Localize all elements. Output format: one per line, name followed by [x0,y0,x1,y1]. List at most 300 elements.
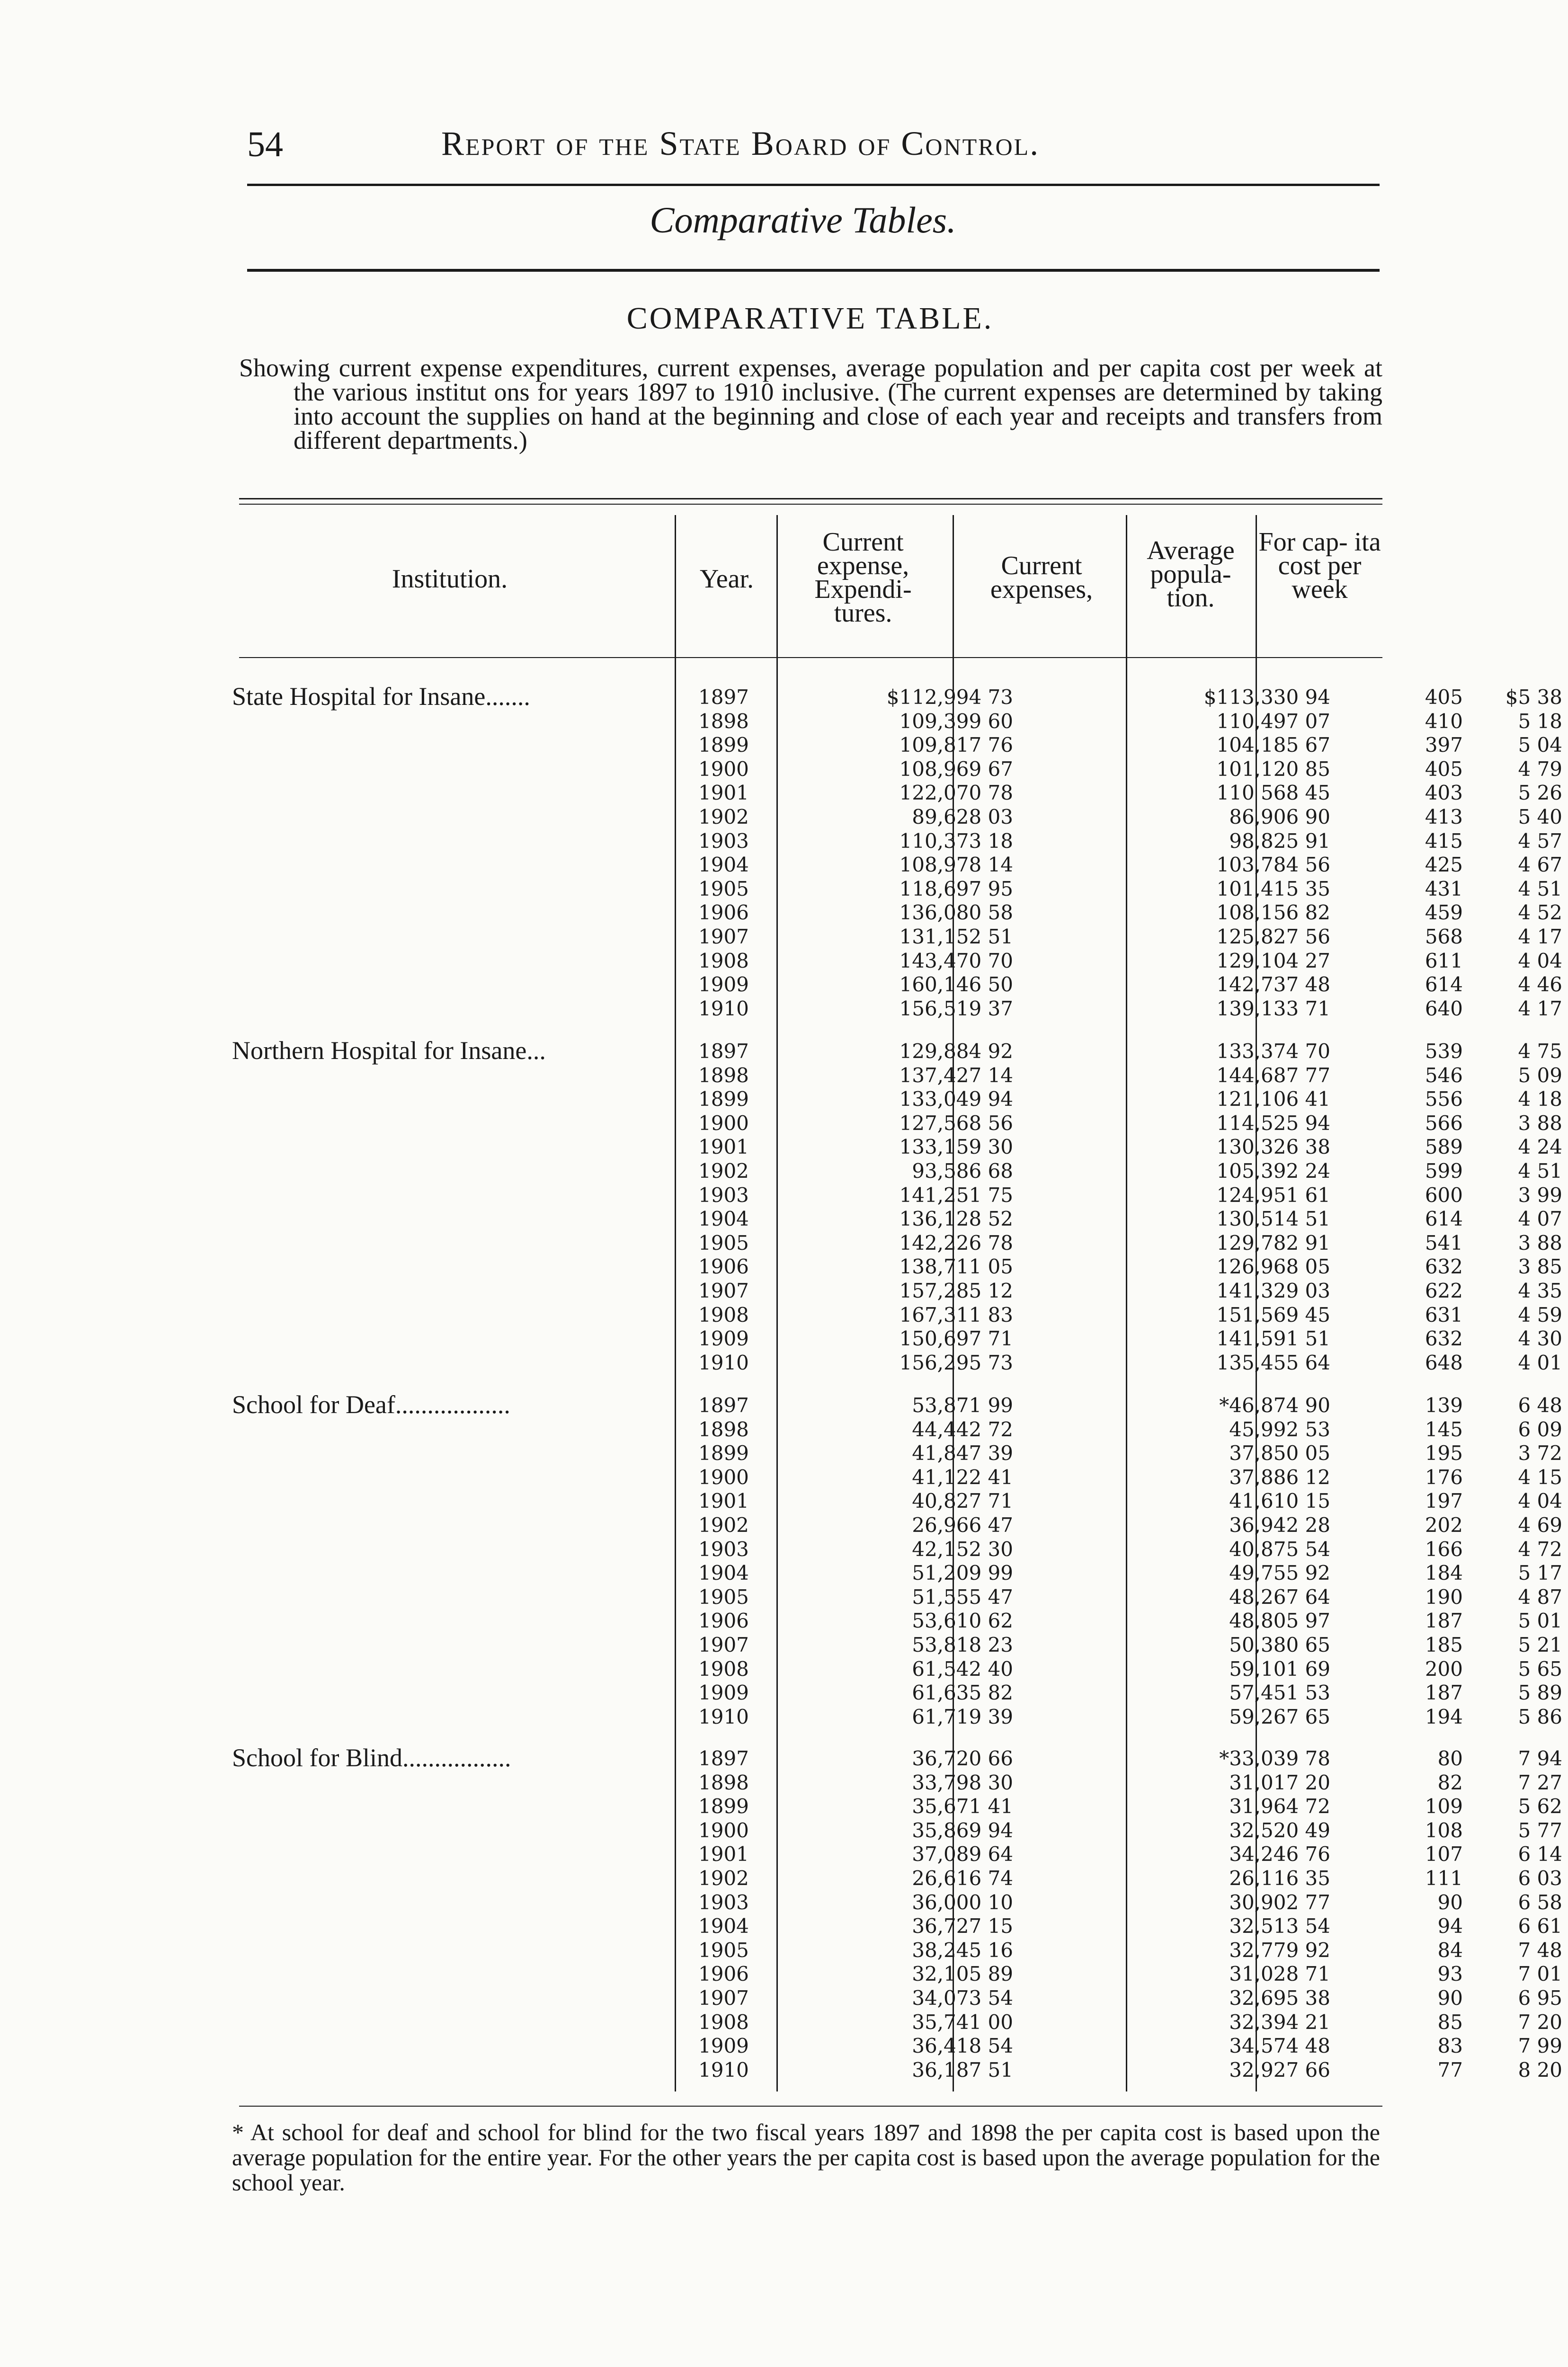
cell-pc: 3 88 [1518,1111,1562,1135]
cell-pop: 622 [1425,1279,1463,1302]
cell-year: 1903 [698,1183,749,1207]
cell-cur: *33,039 78 [1219,1747,1330,1770]
cell-pc: 4 79 [1518,757,1562,781]
header-current-expenses: Current expenses, [990,551,1093,604]
institution-name: Northern Hospital for Insane... [232,1036,546,1065]
table-row [232,1489,1562,1513]
cell-pop: 546 [1425,1063,1463,1087]
cell-pop: 197 [1425,1489,1463,1513]
table-row [232,1442,1562,1465]
cell-pop: 614 [1425,1207,1463,1231]
cell-cur: 103,784 56 [1216,853,1330,877]
cell-year: 1901 [698,781,749,805]
table-row [232,1231,1562,1255]
cell-exp: $112,994 73 [886,685,1013,709]
cell-year: 1908 [698,949,749,972]
table-row [232,1513,1562,1537]
table-row [232,1159,1562,1183]
cell-pc: 7 99 [1518,2034,1562,2058]
cell-pop: 566 [1425,1111,1463,1135]
cell-pop: 190 [1425,1585,1463,1609]
cell-year: 1897 [698,1394,749,1417]
cell-cur: 121,106 41 [1216,1087,1330,1111]
cell-pop: 632 [1425,1255,1463,1279]
cell-exp: 122,070 78 [899,781,1013,805]
table-row [232,1842,1562,1866]
running-head [247,124,1388,176]
cell-pc: 4 52 [1518,901,1562,925]
cell-pop: 599 [1425,1159,1463,1183]
table-row [232,805,1562,829]
cell-pop: 108 [1425,1818,1463,1842]
cell-exp: 51,209 99 [912,1561,1013,1585]
cell-pc: 4 51 [1518,1159,1562,1183]
cell-pc: 4 15 [1518,1465,1562,1489]
cell-pop: 184 [1425,1561,1463,1585]
cell-exp: 61,635 82 [912,1681,1013,1705]
column-header-rule [239,657,1382,658]
cell-pop: 109 [1425,1795,1463,1818]
cell-cur: 110,497 07 [1216,709,1330,733]
cell-exp: 26,966 47 [912,1513,1013,1537]
table-row [232,1681,1562,1705]
cell-pc: 4 87 [1518,1585,1562,1609]
cell-exp: 35,741 00 [912,2010,1013,2034]
cell-pop: 431 [1425,877,1463,900]
cell-exp: 61,542 40 [912,1657,1013,1681]
cell-year: 1903 [698,829,749,853]
cell-cur: 129,104 27 [1216,949,1330,972]
cell-pc: 3 85 [1518,1255,1562,1279]
cell-year: 1909 [698,1327,749,1351]
cell-pop: 648 [1425,1351,1463,1374]
cell-pop: 187 [1425,1609,1463,1633]
cell-exp: 137,427 14 [899,1063,1013,1087]
table-row [232,1417,1562,1442]
cell-exp: 167,311 83 [899,1303,1013,1326]
cell-cur: 34,246 76 [1229,1842,1330,1866]
cell-pc: 7 94 [1518,1747,1562,1770]
cell-year: 1903 [698,1890,749,1914]
cell-year: 1904 [698,1207,749,1231]
cell-pc: 4 17 [1518,997,1562,1020]
cell-pc: 5 86 [1518,1705,1562,1728]
table-row [232,1633,1562,1657]
cell-year: 1907 [698,1633,749,1656]
cell-cur: 101,415 35 [1216,877,1330,900]
cell-year: 1908 [698,2010,749,2034]
cell-cur: 114,525 94 [1216,1111,1330,1135]
cell-pc: 4 69 [1518,1513,1562,1537]
cell-pc: 4 75 [1518,1040,1562,1063]
cell-cur: 32,695 38 [1229,1986,1330,2010]
cell-exp: 51,555 47 [912,1585,1013,1609]
cell-cur: 129,782 91 [1216,1231,1330,1255]
cell-exp: 143,470 70 [899,949,1013,972]
cell-cur: 98,825 91 [1229,829,1330,853]
table-row [232,1705,1562,1729]
cell-pop: 83 [1437,2034,1463,2058]
cell-exp: 109,817 76 [899,733,1013,757]
cell-exp: 133,049 94 [899,1087,1013,1111]
cell-pop: 84 [1437,1938,1463,1962]
cell-cur: 48,805 97 [1229,1609,1330,1633]
cell-cur: 40,875 54 [1229,1537,1330,1561]
cell-pc: 4 51 [1518,877,1562,900]
cell-pc: 4 59 [1518,1303,1562,1326]
header-expenditures: Current expense, Expendi- tures. [814,527,912,628]
cell-exp: 133,159 30 [899,1135,1013,1159]
table-description [239,356,1382,453]
cell-pop: 405 [1425,685,1463,709]
running-title: Report of the State Board of Control. [441,125,1040,162]
cell-cur: 49,755 92 [1229,1561,1330,1585]
cell-cur: *46,874 90 [1219,1394,1330,1417]
cell-pop: 166 [1425,1537,1463,1561]
table-row [232,1183,1562,1207]
cell-pc: 5 21 [1518,1633,1562,1656]
cell-year: 1906 [698,901,749,925]
cell-cur: 126,968 05 [1216,1255,1330,1279]
cell-year: 1902 [698,1513,749,1537]
cell-cur: 41,610 15 [1229,1489,1330,1513]
cell-year: 1904 [698,1561,749,1585]
cell-cur: 130,514 51 [1216,1207,1330,1231]
cell-pc: 4 04 [1518,949,1562,972]
cell-year: 1902 [698,805,749,828]
cell-pop: 139 [1425,1394,1463,1417]
page-number: 54 [247,125,283,164]
table-row [232,1962,1562,1986]
table-row [232,1986,1562,2010]
cell-pc: 6 61 [1518,1914,1562,1938]
table-title: COMPARATIVE TABLE. [626,301,994,336]
cell-cur: 101,120 85 [1216,757,1330,781]
cell-year: 1904 [698,1914,749,1938]
cell-exp: 157,285 12 [899,1279,1013,1302]
cell-year: 1901 [698,1842,749,1866]
table-row [232,781,1562,805]
cell-exp: 108,969 67 [899,757,1013,781]
cell-year: 1897 [698,685,749,709]
cell-year: 1910 [698,1351,749,1374]
cell-cur: 139,133 71 [1216,997,1330,1020]
cell-year: 1908 [698,1657,749,1681]
cell-cur: 110 568 45 [1216,781,1330,805]
cell-pc: 6 48 [1518,1394,1562,1417]
cell-pc: 5 62 [1518,1795,1562,1818]
header-rule [247,184,1380,186]
cell-pop: 94 [1437,1914,1463,1938]
cell-exp: 44,442 72 [912,1417,1013,1441]
cell-pc: 6 03 [1518,1867,1562,1890]
cell-year: 1907 [698,1279,749,1302]
cell-pop: 187 [1425,1681,1463,1705]
cell-exp: 36,720 66 [912,1747,1013,1770]
cell-pop: 539 [1425,1040,1463,1063]
cell-cur: 133,374 70 [1216,1040,1330,1063]
cell-exp: 42,152 30 [912,1537,1013,1561]
cell-exp: 131,152 51 [899,925,1013,948]
table-row [232,1585,1562,1609]
table-row [232,901,1562,925]
cell-exp: 142,226 78 [899,1231,1013,1255]
cell-pop: 93 [1437,1962,1463,1986]
cell-pop: 405 [1425,757,1463,781]
cell-cur: 59,101 69 [1229,1657,1330,1681]
table-row [232,1351,1562,1375]
cell-exp: 118,697 95 [899,877,1013,900]
cell-cur: 32,513 54 [1229,1914,1330,1938]
footnote: * At school for deaf and school for blind for the two fiscal years 1897 and 1898 the per capita cost is based upon the average population for the entire year. For the other years the per capita cost is based upon the average population for the school year. [232,2119,1380,2196]
cell-cur: 48,267 64 [1229,1585,1330,1609]
table-row [232,1394,1562,1417]
table-row [232,1207,1562,1231]
cell-pc: 3 88 [1518,1231,1562,1255]
table-row [232,2010,1562,2034]
cell-cur: 59,267 65 [1229,1705,1330,1728]
cell-year: 1908 [698,1303,749,1326]
cell-pc: 5 09 [1518,1063,1562,1087]
cell-pop: 176 [1425,1465,1463,1489]
cell-year: 1905 [698,1938,749,1962]
cell-pop: 397 [1425,733,1463,757]
table-row [232,2058,1562,2082]
table-row [232,877,1562,901]
cell-pop: 600 [1425,1183,1463,1207]
cell-pop: 111 [1425,1867,1463,1890]
cell-pop: 611 [1425,949,1463,972]
table-row [232,1111,1562,1135]
cell-pop: 556 [1425,1087,1463,1111]
table-row [232,1938,1562,1962]
cell-cur: 31,964 72 [1229,1795,1330,1818]
cell-exp: 136,080 58 [899,901,1013,925]
cell-pop: 614 [1425,973,1463,997]
cell-pop: 459 [1425,901,1463,925]
cell-pc: 5 17 [1518,1561,1562,1585]
cell-pc: 4 30 [1518,1327,1562,1351]
cell-exp: 35,869 94 [912,1818,1013,1842]
cell-exp: 32,105 89 [912,1962,1013,1986]
cell-pop: 195 [1425,1442,1463,1465]
cell-pc: 5 18 [1518,709,1562,733]
cell-exp: 156,519 37 [899,997,1013,1020]
cell-pc: 6 95 [1518,1986,1562,2010]
cell-exp: 109,399 60 [899,709,1013,733]
cell-cur: 105,392 24 [1216,1159,1330,1183]
cell-cur: 31,028 71 [1229,1962,1330,1986]
table-row [232,1303,1562,1327]
cell-pop: 202 [1425,1513,1463,1537]
cell-year: 1910 [698,997,749,1020]
cell-pc: 6 58 [1518,1890,1562,1914]
cell-pop: 85 [1437,2010,1463,2034]
cell-year: 1898 [698,1417,749,1441]
cell-pc: 5 26 [1518,781,1562,805]
cell-exp: 160,146 50 [899,973,1013,997]
cell-exp: 53,871 99 [912,1394,1013,1417]
cell-pop: 415 [1425,829,1463,853]
cell-pop: 80 [1437,1747,1463,1770]
cell-year: 1898 [698,709,749,733]
table-row [232,1087,1562,1111]
table-row [232,709,1562,733]
cell-cur: 30,902 77 [1229,1890,1330,1914]
table-row [232,1279,1562,1303]
cell-cur: 32,394 21 [1229,2010,1330,2034]
cell-year: 1909 [698,2034,749,2058]
cell-cur: 125,827 56 [1216,925,1330,948]
table-row [232,1867,1562,1890]
cell-pc: 7 01 [1518,1962,1562,1986]
table-row [232,1537,1562,1561]
table-row [232,1914,1562,1938]
cell-year: 1902 [698,1159,749,1183]
table-row [232,733,1562,757]
cell-exp: 26,616 74 [912,1867,1013,1890]
cell-year: 1906 [698,1255,749,1279]
table-row [232,1255,1562,1279]
header-per-capita: For cap- ita cost per week [1258,527,1381,604]
cell-year: 1910 [698,2058,749,2082]
cell-exp: 36,187 51 [912,2058,1013,2082]
cell-pop: 90 [1437,1890,1463,1914]
cell-cur: 135,455 64 [1216,1351,1330,1374]
cell-cur: 37,886 12 [1229,1465,1330,1489]
cell-year: 1906 [698,1609,749,1633]
cell-pc: 4 18 [1518,1087,1562,1111]
table-row [232,949,1562,973]
cell-pc: $5 38 [1505,685,1562,709]
table-row [232,1135,1562,1159]
cell-pop: 413 [1425,805,1463,828]
table-top-rule-2 [239,504,1382,505]
institution-name: School for Deaf.................. [232,1390,510,1419]
cell-cur: 26,116 35 [1229,1867,1330,1890]
table-row [232,1818,1562,1842]
cell-year: 1904 [698,853,749,877]
cell-exp: 127,568 56 [899,1111,1013,1135]
cell-year: 1901 [698,1489,749,1513]
cell-pc: 4 35 [1518,1279,1562,1302]
cell-year: 1901 [698,1135,749,1159]
cell-pop: 589 [1425,1135,1463,1159]
header-average-population: Average popula- tion. [1147,536,1235,613]
cell-exp: 110,373 18 [899,829,1013,853]
table-row [232,2034,1562,2058]
table-row [232,829,1562,853]
cell-pop: 632 [1425,1327,1463,1351]
cell-pc: 4 46 [1518,973,1562,997]
table-row [232,1609,1562,1633]
table-row [232,685,1562,709]
cell-year: 1898 [698,1063,749,1087]
cell-year: 1899 [698,1442,749,1465]
cell-exp: 53,610 62 [912,1609,1013,1633]
cell-pc: 4 17 [1518,925,1562,948]
cell-pc: 4 04 [1518,1489,1562,1513]
cell-year: 1900 [698,757,749,781]
cell-pc: 4 24 [1518,1135,1562,1159]
table-row [232,1063,1562,1087]
cell-exp: 36,418 54 [912,2034,1013,2058]
cell-exp: 141,251 75 [899,1183,1013,1207]
table-row [232,1771,1562,1795]
cell-exp: 129,884 92 [899,1040,1013,1063]
cell-pop: 200 [1425,1657,1463,1681]
cell-pc: 7 48 [1518,1938,1562,1962]
cell-cur: 36,942 28 [1229,1513,1330,1537]
institution-name: School for Blind................. [232,1744,511,1772]
cell-exp: 108,978 14 [899,853,1013,877]
cell-pop: 541 [1425,1231,1463,1255]
cell-year: 1899 [698,1087,749,1111]
subheading-rule [247,269,1380,272]
cell-pop: 194 [1425,1705,1463,1728]
cell-pc: 6 09 [1518,1417,1562,1441]
cell-year: 1907 [698,1986,749,2010]
cell-pop: 82 [1437,1771,1463,1794]
cell-exp: 89,628 03 [912,805,1013,828]
cell-exp: 40,827 71 [912,1489,1013,1513]
cell-year: 1899 [698,733,749,757]
table-row [232,1795,1562,1818]
table-top-rule [239,498,1382,499]
cell-cur: 144,687 77 [1216,1063,1330,1087]
cell-exp: 156,295 73 [899,1351,1013,1374]
cell-cur: 86,906 90 [1229,805,1330,828]
cell-pc: 5 65 [1518,1657,1562,1681]
cell-year: 1906 [698,1962,749,1986]
cell-pop: 640 [1425,997,1463,1020]
cell-pop: 568 [1425,925,1463,948]
cell-pop: 90 [1437,1986,1463,2010]
description-text: Showing current expense expenditures, current expenses, average population and per capita cost per week at the various institut ons for years 1897 to 1910 inclusive. (The current expenses are determined by taking into account the supplies on hand at the beginning and close of each year and receipts and transfers from different departments.) [239,354,1382,454]
table-row [232,757,1562,781]
table-row [232,997,1562,1021]
cell-pop: 77 [1437,2058,1463,2082]
table-row [232,973,1562,997]
cell-exp: 53,818 23 [912,1633,1013,1656]
cell-cur: 141,591 51 [1216,1327,1330,1351]
table-row [232,853,1562,877]
cell-pc: 4 07 [1518,1207,1562,1231]
cell-exp: 36,727 15 [912,1914,1013,1938]
cell-pc: 7 27 [1518,1771,1562,1794]
cell-pc: 3 99 [1518,1183,1562,1207]
cell-cur: 151,569 45 [1216,1303,1330,1326]
cell-year: 1905 [698,877,749,900]
cell-exp: 41,847 39 [912,1442,1013,1465]
cell-year: 1902 [698,1867,749,1890]
cell-pop: 145 [1425,1417,1463,1441]
cell-exp: 138,711 05 [899,1255,1013,1279]
cell-exp: 33,798 30 [912,1771,1013,1794]
cell-cur: 32,779 92 [1229,1938,1330,1962]
cell-pc: 5 04 [1518,733,1562,757]
cell-exp: 41,122 41 [912,1465,1013,1489]
cell-cur: 50,380 65 [1229,1633,1330,1656]
table-bottom-rule [239,2106,1382,2107]
cell-exp: 34,073 54 [912,1986,1013,2010]
cell-exp: 93,586 68 [912,1159,1013,1183]
cell-pc: 5 77 [1518,1818,1562,1842]
table-row [232,1465,1562,1489]
cell-exp: 36,000 10 [912,1890,1013,1914]
cell-year: 1900 [698,1465,749,1489]
cell-cur: 124,951 61 [1216,1183,1330,1207]
